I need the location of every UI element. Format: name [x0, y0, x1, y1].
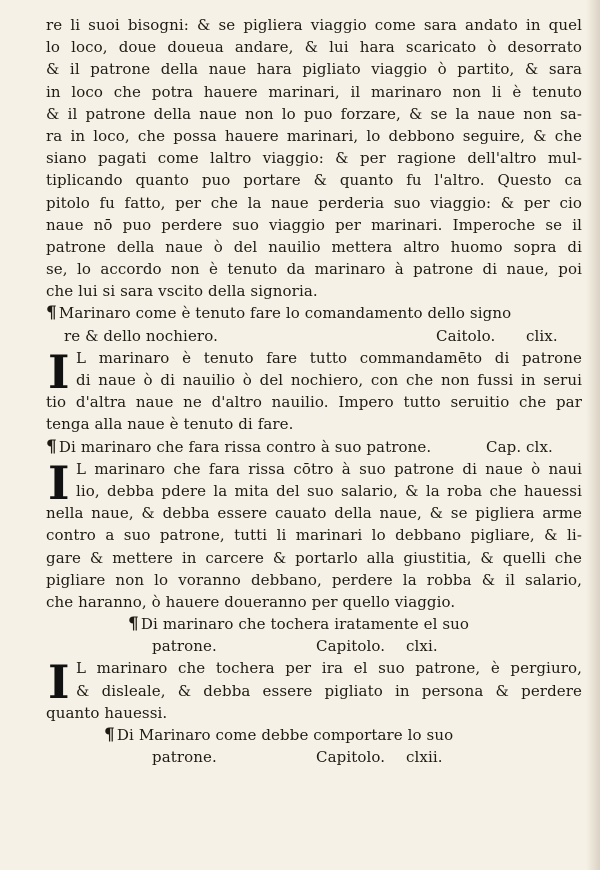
chapter-heading [46, 436, 582, 458]
chapter-number: clix. [526, 326, 558, 345]
drop-cap-initial: I [48, 455, 70, 510]
chapter-heading-text: patrone. [152, 637, 217, 656]
chapter-heading [46, 325, 582, 347]
text-line: pigliare non lo voranno debbano, perdere la robba & il salario, [46, 570, 582, 589]
text-block [46, 14, 582, 768]
chapter-heading [46, 302, 582, 324]
text-line: che haranno, ò hauere doueranno per quello viaggio. [46, 592, 456, 611]
text-line: se, lo accordo non è tenuto da marinaro à patrone di naue, poi [46, 260, 582, 279]
drop-cap-initial: I [48, 655, 70, 710]
chapter-heading-text: Di marinaro che tochera iratamente el suo [140, 615, 470, 634]
chapter-body [46, 455, 582, 613]
text-line: contro a suo patrone, tutti li marinari lo debbano pigliare, & li- [46, 526, 582, 545]
text-line: L marinaro è tenuto fare tutto commandamēto di patrone [76, 348, 582, 367]
chapter-clix [46, 302, 582, 435]
chapter-heading-text: Marinaro come è tenuto fare lo comandamento dello signo [58, 304, 512, 323]
chapter-label: Caitolo. [436, 326, 496, 345]
chapter-body [46, 344, 582, 436]
text-line: lo loco, doue doueua andare, & lui hara scaricato ò desorrato [46, 38, 582, 57]
text-line: ra in loco, che possa hauere marinari, lo debbono seguire, & che [46, 126, 582, 145]
text-line: & disleale, & debba essere pigliato in persona & perdere [76, 681, 582, 700]
continued-paragraph [46, 14, 582, 302]
chapter-heading-text: patrone. [152, 748, 217, 767]
text-line: che lui si sara vscito della signoria. [46, 282, 318, 301]
text-line: re li suoi bisogni: & se pigliera viaggio come sara andato in quel [46, 16, 582, 34]
text-line: tio d'altra naue ne d'altro nauilio. Impero tutto seruitio che par [46, 393, 582, 412]
chapter-heading [46, 746, 582, 768]
chapter-clx [46, 436, 582, 614]
chapter-number: clxi. [406, 637, 438, 656]
pilcrow-icon: ¶ [104, 725, 115, 745]
chapter-heading-text: Di marinaro che fara rissa contro à suo patrone. [58, 437, 432, 456]
chapter-heading [46, 724, 582, 746]
page-gutter-shadow [586, 0, 600, 870]
pilcrow-icon: ¶ [46, 303, 57, 324]
chapter-clxii [46, 724, 582, 768]
chapter-heading-text: Di Marinaro come debbe comportare lo suo [116, 726, 454, 744]
text-line: siano pagati come laltro viaggio: & per ragione dell'altro mul- [46, 149, 582, 168]
text-line: in loco che potra hauere marinari, il marinaro non li è tenuto [46, 82, 582, 101]
text-line: nella naue, & debba essere cauato della naue, & se pigliera arme [46, 504, 582, 523]
chapter-heading-text: re & dello nochiero. [64, 326, 218, 345]
chapter-label: Capitolo. [316, 637, 386, 656]
drop-cap-initial: I [48, 344, 70, 399]
text-line: pitolo fu fatto, per che la naue perderia suo viaggio: & per cio [46, 193, 582, 212]
chapter-heading [46, 613, 582, 635]
text-line: tiplicando quanto puo portare & quanto fu l'altro. Questo ca [46, 171, 582, 190]
text-line: & il patrone della naue hara pigliato viaggio ò partito, & sara [46, 60, 582, 79]
pilcrow-icon: ¶ [46, 436, 57, 457]
text-line: lio, debba pdere la mita del suo salario, & la roba che hauessi [76, 481, 582, 500]
text-line: naue nō puo perdere suo viaggio per marinari. Imperoche se il [46, 215, 582, 234]
text-line: tenga alla naue è tenuto di fare. [46, 415, 294, 434]
text-line: patrone della naue ò del nauilio mettera altro huomo sopra di [46, 237, 582, 256]
chapter-number: Cap. clx. [486, 437, 553, 456]
chapter-clxi [46, 613, 582, 724]
chapter-label: Capitolo. [316, 748, 386, 767]
chapter-body [46, 657, 582, 724]
text-line: di naue ò di nauilio ò del nochiero, con che non fussi in serui [76, 371, 582, 389]
text-line: L marinaro che fara rissa cōtro à suo patrone di naue ò naui [76, 459, 582, 478]
chapter-number: clxii. [406, 748, 443, 767]
text-line: L marinaro che tochera per ira el suo patrone, è pergiuro, [76, 659, 582, 678]
text-line: & il patrone della naue non lo puo forzare, & se la naue non sa- [46, 104, 582, 123]
pilcrow-icon: ¶ [128, 614, 139, 635]
chapter-heading [46, 635, 582, 657]
text-line: quanto hauessi. [46, 703, 168, 722]
text-line: gare & mettere in carcere & portarlo alla giustitia, & quelli che [46, 548, 582, 567]
